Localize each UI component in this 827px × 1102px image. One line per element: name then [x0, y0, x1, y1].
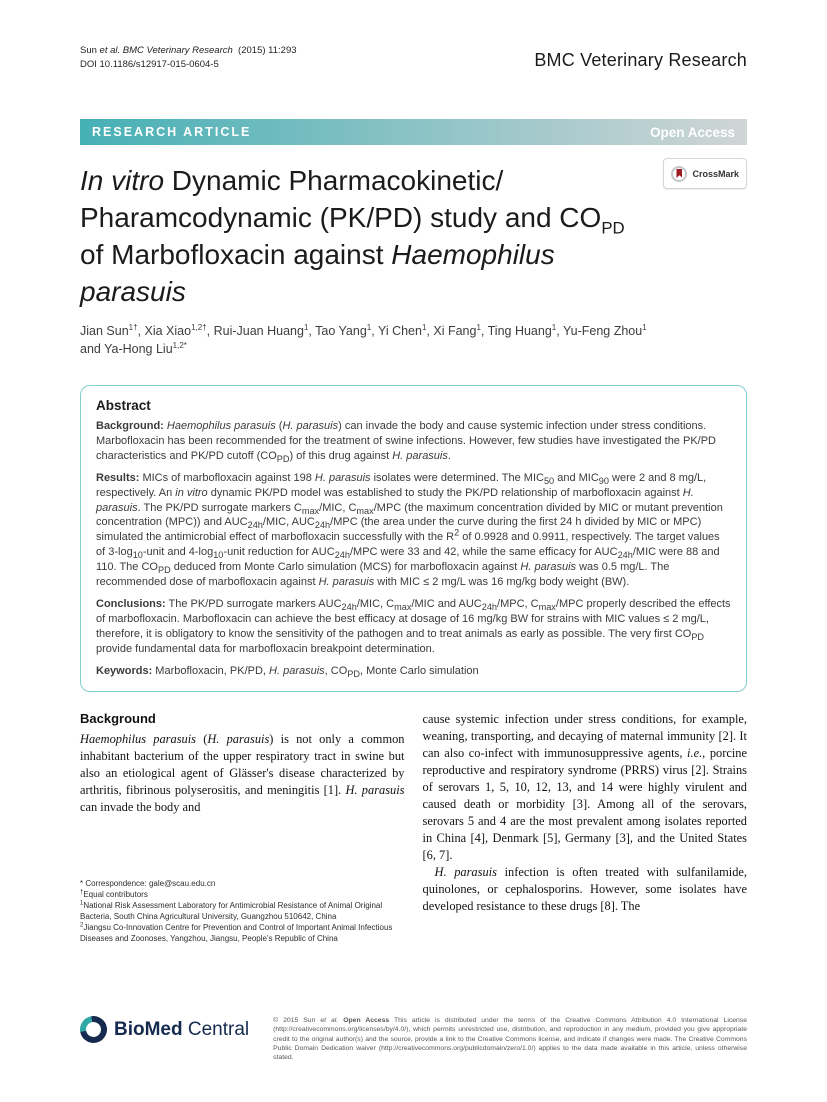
correspondence-label: * Correspondence:	[80, 878, 149, 888]
license-text: © 2015 Sun et al. Open Access This article is distributed under the terms of the Creative Commons Attribution 4.0 International License (http://creativecommons.org/licenses/by/4.0/), which permits unrestricted use, distribution, and reproduction in any medium, provided you give appropriate credit to the original author(s) and the source, provide a link to the Creative Commons license, and indicate if changes were made. The Creative Commons Public Domain Dedication waiver (http://creativecommons.org/publicdomain/zero/1.0/) applies to the data made available in this article, unless otherwise stated.	[273, 1017, 747, 1062]
crossmark-badge[interactable]	[663, 158, 747, 189]
biomed-central-logo	[80, 1016, 249, 1043]
author-list: Jian Sun$^{1\dagger}$, Xia Xiao$^{1,2\dagger}$, Rui-Juan Huang$^1$, Tao Yang$^1$, Yi Chen$^1$, Xi Fang$^1$, Ting Huang$^1$, Yu-Feng Zhou$^1$ and Ya-Hong Liu$^{1,2*}$	[80, 322, 647, 356]
correspondence-note	[80, 878, 405, 889]
title-row	[80, 162, 747, 310]
article-type-label: RESEARCH ARTICLE	[92, 125, 252, 139]
article-type-banner	[80, 119, 747, 145]
crossmark-label: CrossMark	[692, 168, 739, 179]
biomed-central-logo-icon	[75, 1011, 113, 1049]
biomed-central-logo-text	[114, 1019, 249, 1041]
page-footer	[80, 1016, 747, 1062]
journal-name: BMC Veterinary Research	[534, 50, 747, 70]
logo-text-bold: BioMed	[114, 1018, 183, 1040]
body-paragraph-left: Haemophilus parasuis (H. parasuis) is not only a common inhabitant bacterium of the upper respiratory tract in swine but also an etiological agent of Glässer's disease characterized by arthritis, fibrinous polyserositis, and meningitis [1]. H. parasuis can invade the body and	[80, 731, 405, 814]
body-paragraph-right-2: H. parasuis infection is often treated with sulfanilamide, quinolones, or cephalosporins. However, some isolates have developed resistance to these drugs [8]. The	[422, 864, 747, 913]
abstract-conclusions: Conclusions: The PK/PD surrogate markers $AUC_{24h}$/MIC, $C_{max}$/MIC and $AUC_{24h}$/MPC, $C_{max}$/MPC properly described the effects of marbofloxacin. Marbofloxacin can achieve the best efficacy at dosage of 16 mg/kg BW for strains with MIC values ≤ 2 mg/L, therefore, it is obligatory to know the sensitivity of the pathogen and to treat animals as early as possible. The very first $CO_{PD}$ provide fundamental data for marbofloxacin breakpoint determination.	[96, 597, 731, 655]
left-column-text	[80, 711, 405, 816]
footnotes-block	[80, 878, 405, 944]
abstract-results: Results: MICs of marbofloxacin against 198 H. parasuis isolates were determined. The $MIC_{50}$ and $MIC_{90}$ were 2 and 8 mg/L, respectively. An in vitro dynamic PK/PD model was established to study the PK/PD relationship of marbofloxacin against H. parasuis. The PK/PD surrogate markers $C_{max}$/MIC, $C_{max}$/MPC (the maximum concentration divided by MIC or mutant prevention concentration (MPC)) and $AUC_{24h}$/MIC, $AUC_{24h}$/MPC (the area under the curve during the first 24 h divided by MIC or MPC) simulated the antimicrobial effect of marbofloxacin successfully with the $R^2$ of 0.9928 and 0.9911, respectively. The target values of $3-\log_{10}$-unit and $4-\log_{10}$-unit reduction for $AUC_{24h}$/MPC were 33 and 42, while the same efficacy for $AUC_{24h}$/MIC were 88 and 110. The $CO_{PD}$ deduced from Monte Carlo simulation (MCS) for marbofloxacin against H. parasuis was 0.5 mg/L. The recommended dose of marbofloxacin against H. parasuis with MIC ≤ 2 mg/L was 16 mg/kg body weight (BW).	[96, 471, 723, 589]
citation-block	[80, 44, 297, 71]
open-access-label: Open Access	[649, 124, 735, 140]
affiliation-2: $^2$Jiangsu Co-Innovation Centre for Prevention and Control of Important Animal Infectious Diseases and Zoonoses, Yangzhou, Jiangsu, People's Republic of China	[80, 921, 393, 943]
page-header	[80, 44, 747, 71]
abstract-keywords: Keywords: Marbofloxacin, PK/PD, H. parasuis, $CO_{PD}$, Monte Carlo simulation	[96, 664, 479, 679]
correspondence-email-link[interactable]: gale@scau.edu.cn	[148, 878, 216, 888]
abstract-box	[80, 385, 747, 692]
body-columns	[80, 711, 747, 944]
right-column	[423, 711, 748, 944]
logo-text-rest: Central	[182, 1018, 250, 1040]
section-heading-background: Background	[80, 710, 156, 726]
equal-contributors-note: †Equal contributors	[80, 888, 148, 899]
left-column	[80, 711, 405, 944]
crossmark-icon	[671, 166, 687, 182]
article-title: In vitro Dynamic Pharmacokinetic/ Pharamcodynamic (PK/PD) study and $CO_{PD}$ of Marbofloxacin against Haemophilus parasuis	[80, 165, 625, 307]
body-paragraph-right-1: cause systemic infection under stress conditions, for example, weaning, transporting, and decaying of maternal immunity [2]. It can also co-infect with immunosuppressive agents, i.e., porcine reproductive and respiratory syndrome (PRRS) virus [2]. Strains of serovars 1, 5, 10, 12, 13, and 14 were highly virulent and caused death or morbidity [3]. Among all of the serovars, serovars 5 and 4 are the most prevalent among isolates reported in China [4], Denmark [5], Germany [3], and the United States [6, 7].	[422, 711, 747, 862]
abstract-background: Background: Haemophilus parasuis (H. parasuis) can invade the body and cause systemic infection under stress conditions. Marbofloxacin has been recommended for the treatment of swine infections. However, few studies have investigated the PK/PD characteristics and PK/PD cutoff $(CO_{PD})$ of this drug against H. parasuis.	[96, 420, 716, 464]
abstract-heading: Abstract	[96, 398, 151, 413]
doi: DOI 10.1186/s12917-015-0604-5	[80, 58, 219, 70]
citation-line: Sun et al. BMC Veterinary Research (2015) 11:293	[80, 45, 297, 56]
affiliation-1: $^1$National Risk Assessment Laboratory for Antimicrobial Resistance of Animal Original Bacteria, South China Agricultural University, Guangzhou 510642, China	[80, 899, 383, 921]
